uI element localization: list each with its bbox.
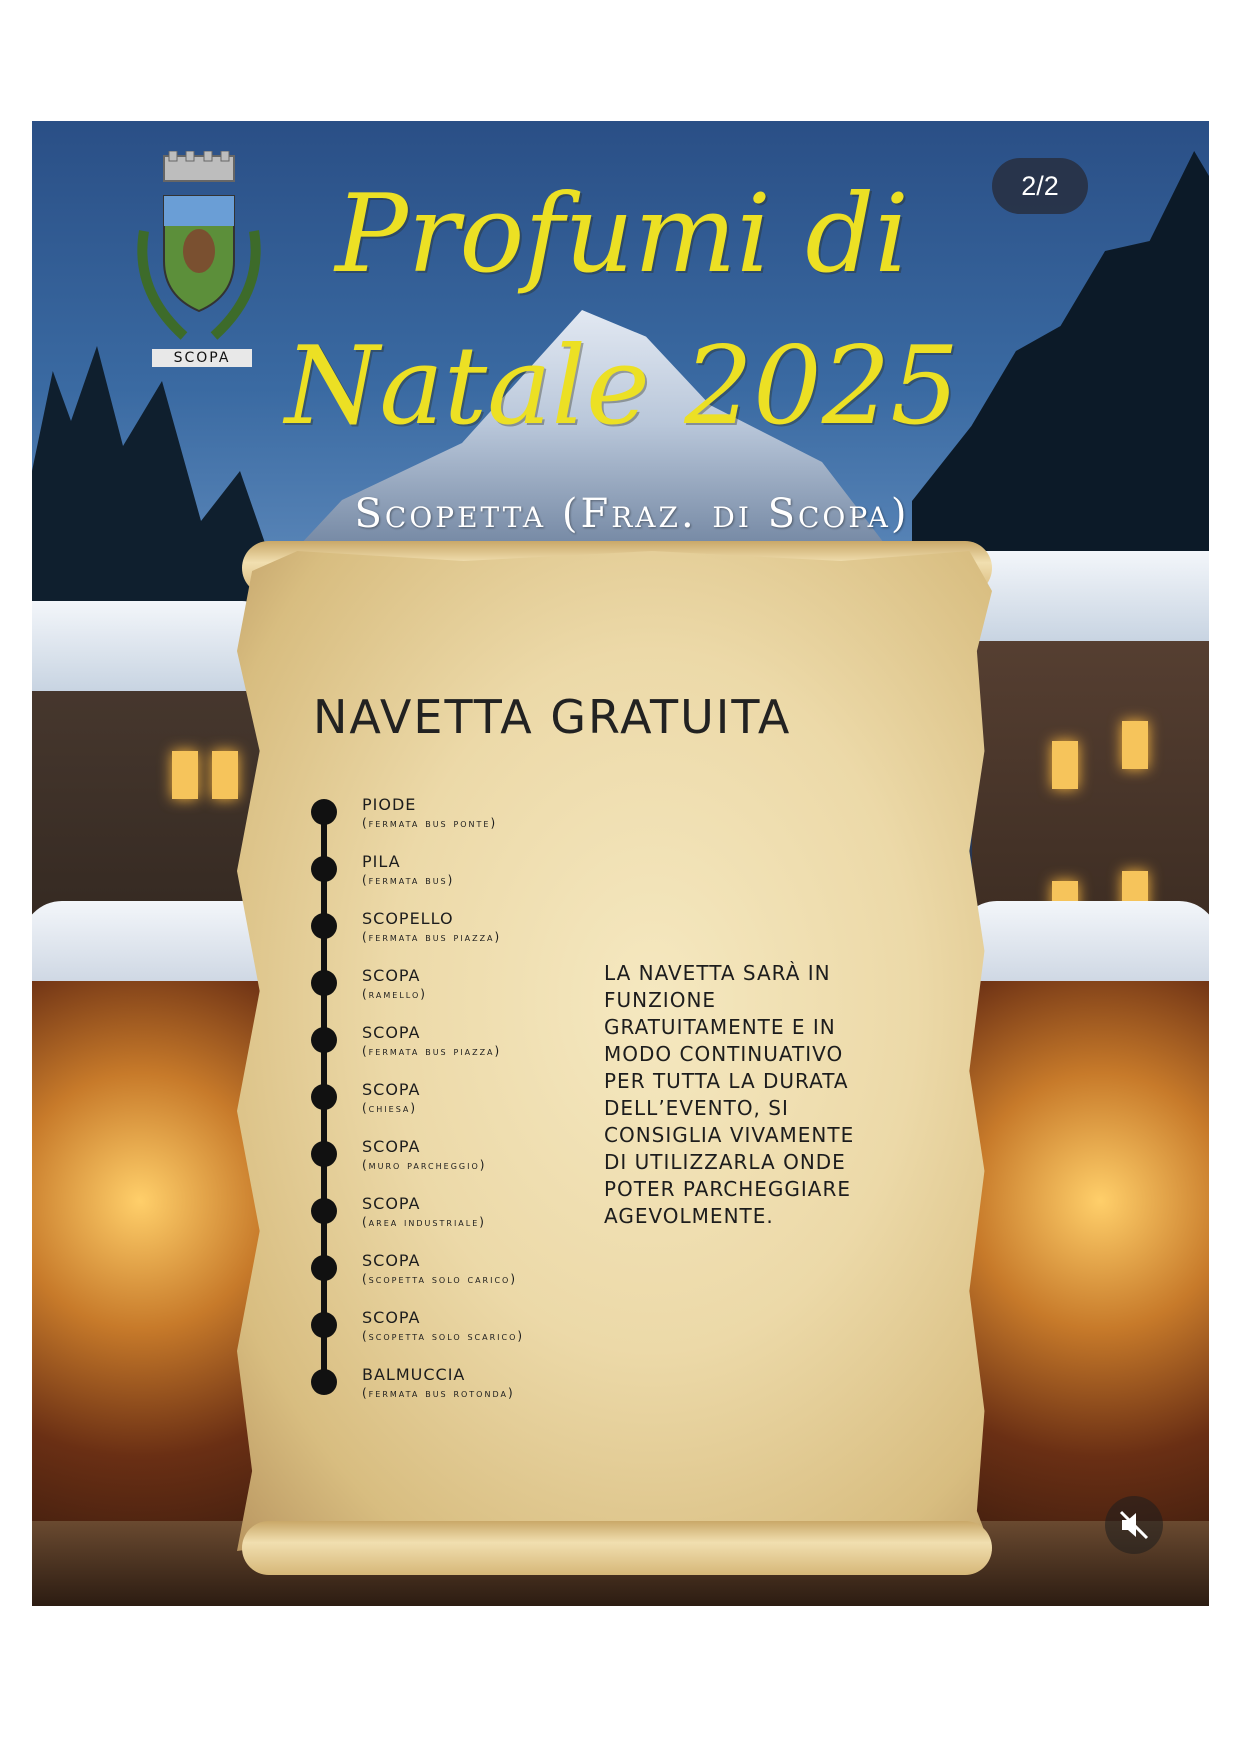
stop-dot [311, 856, 337, 882]
stop-note: (fermata bus piazza) [362, 930, 502, 944]
stop-dot [311, 799, 337, 825]
stop-name: SCOPA [362, 1308, 421, 1327]
info-line: MODO CONTINUATIVO [604, 1042, 844, 1066]
crest-label: SCOPA [152, 349, 252, 367]
mute-button[interactable] [1105, 1496, 1163, 1554]
market-stall-right [967, 931, 1209, 1606]
stop-name: SCOPA [362, 1137, 421, 1156]
stop-dot [311, 1198, 337, 1224]
info-line: FUNZIONE [604, 988, 717, 1012]
stop-note: (area industriale) [362, 1215, 486, 1229]
scroll-roll-bottom [242, 1521, 992, 1575]
stop-name: SCOPA [362, 1251, 421, 1270]
stop-name: SCOPELLO [362, 909, 454, 928]
page-indicator: 2/2 [992, 158, 1088, 214]
stop-note: (fermata bus rotonda) [362, 1386, 515, 1400]
stop-dot [311, 1369, 337, 1395]
info-line: POTER PARCHEGGIARE [604, 1177, 852, 1201]
stop-note: (scopetta solo scarico) [362, 1329, 525, 1343]
subtitle: Scopetta (Fraz. di Scopa) [354, 491, 910, 537]
stop-dot [311, 970, 337, 996]
info-line: PER TUTTA LA DURATA [604, 1069, 849, 1093]
info-line: LA NAVETTA SARÀ IN [604, 961, 831, 985]
info-line: DI UTILIZZARLA ONDE [604, 1150, 846, 1174]
poster [32, 121, 1209, 1606]
title-line-1: Profumi di [335, 172, 909, 297]
shuttle-info [604, 960, 934, 1230]
stop-dot [311, 1312, 337, 1338]
stop-dot [311, 1255, 337, 1281]
coat-of-arms-icon [124, 151, 274, 351]
stop-note: (muro parcheggio) [362, 1158, 487, 1172]
stop-note: (ramello) [362, 987, 427, 1001]
stop-dot [311, 1084, 337, 1110]
stop-dot [311, 1027, 337, 1053]
stop-name: PIODE [362, 795, 417, 814]
info-line: AGEVOLMENTE. [604, 1204, 774, 1228]
stop-name: SCOPA [362, 966, 421, 985]
stop-name: PILA [362, 852, 401, 871]
stop-name: SCOPA [362, 1194, 421, 1213]
stop-dot [311, 1141, 337, 1167]
market-stall-left [32, 931, 272, 1606]
stop-note: (fermata bus piazza) [362, 1044, 502, 1058]
muted-speaker-icon [1117, 1508, 1151, 1542]
stop-note: (chiesa) [362, 1101, 418, 1115]
stop-note: (fermata bus ponte) [362, 816, 498, 830]
stop-name: SCOPA [362, 1080, 421, 1099]
info-line: GRATUITAMENTE E IN [604, 1015, 836, 1039]
stop-name: BALMUCCIA [362, 1365, 466, 1384]
info-line: DELL’EVENTO, SI [604, 1096, 789, 1120]
info-line: CONSIGLIA VIVAMENTE [604, 1123, 855, 1147]
stop-dot [311, 913, 337, 939]
title-line-2: Natale 2025 [284, 324, 960, 449]
stop-name: SCOPA [362, 1023, 421, 1042]
scroll-heading: NAVETTA GRATUITA [313, 690, 792, 744]
stop-note: (scopetta solo carico) [362, 1272, 518, 1286]
stop-note: (fermata bus) [362, 873, 455, 887]
